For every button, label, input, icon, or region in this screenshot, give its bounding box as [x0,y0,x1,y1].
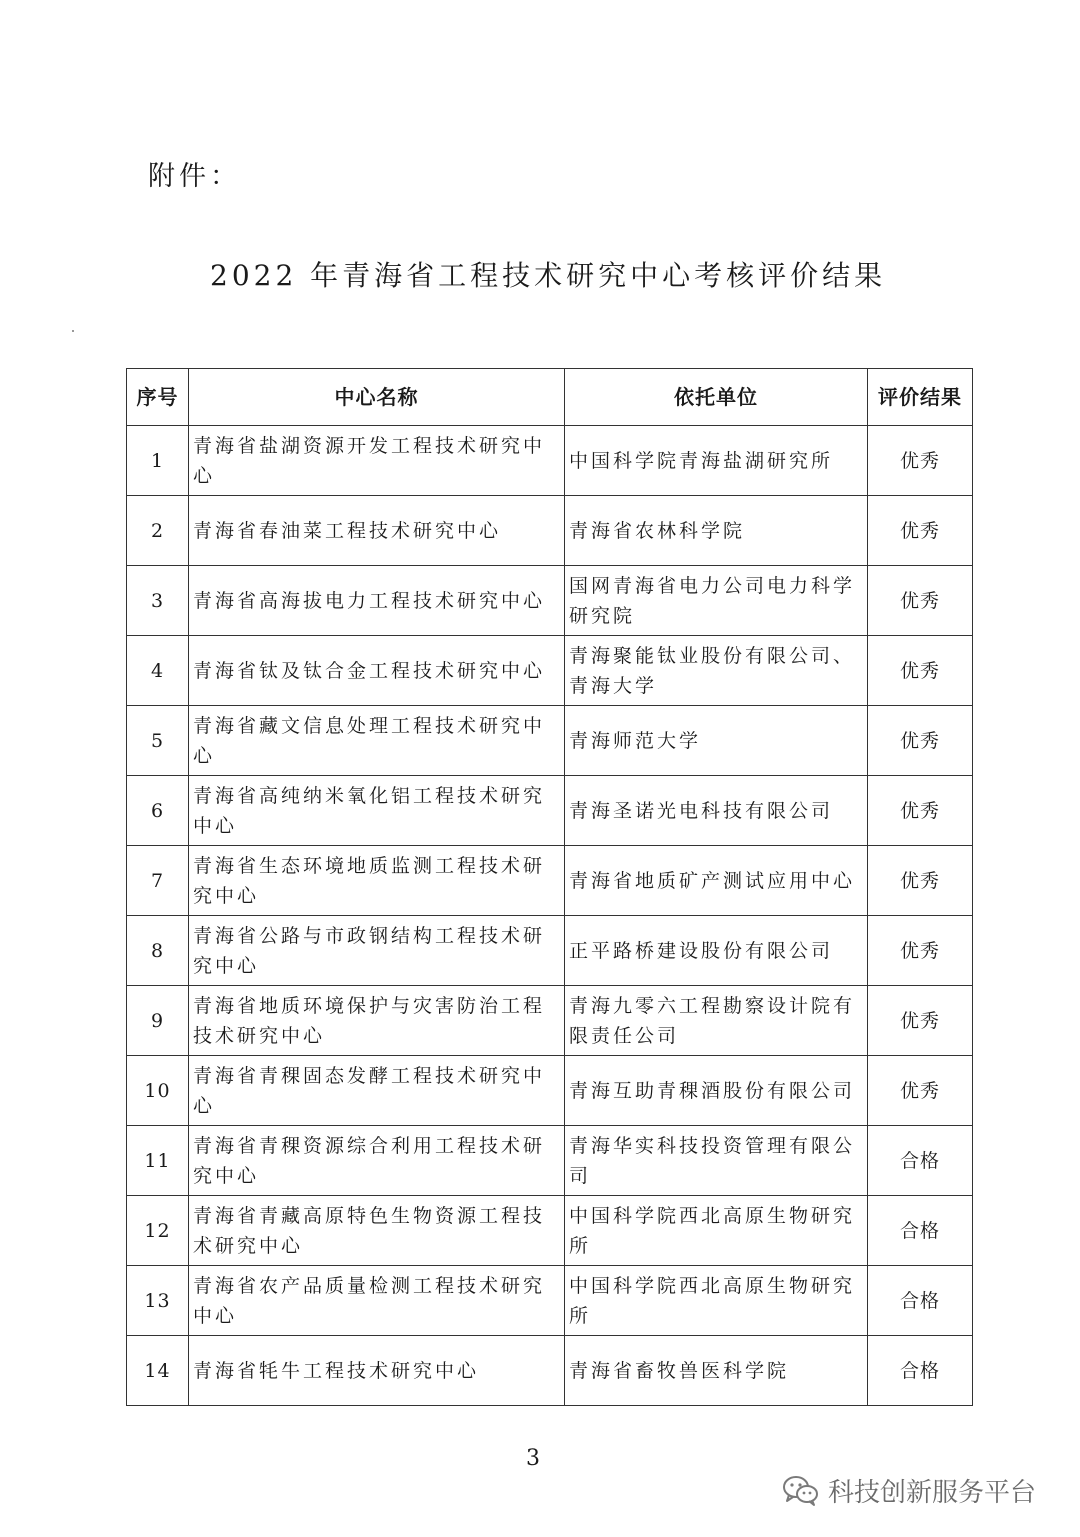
table-row [127,776,973,846]
cell-result: 优秀 [868,426,973,496]
cell-host-unit: 青海师范大学 [565,706,868,776]
table-header-row [127,369,973,426]
results-table [126,368,973,1406]
cell-no: 6 [127,776,189,846]
cell-center-name: 青海省青稞固态发酵工程技术研究中心 [189,1056,565,1126]
cell-host-unit: 青海圣诺光电科技有限公司 [565,776,868,846]
table-row [127,1336,973,1406]
cell-host-unit: 国网青海省电力公司电力科学研究院 [565,566,868,636]
cell-host-unit: 正平路桥建设股份有限公司 [565,916,868,986]
page-number: 3 [526,1446,540,1471]
cell-host-unit: 中国科学院西北高原生物研究所 [565,1196,868,1266]
table-row [127,1266,973,1336]
cell-result: 优秀 [868,496,973,566]
header-no: 序号 [127,369,189,426]
cell-result: 优秀 [868,776,973,846]
table-row [127,1196,973,1266]
cell-no: 1 [127,426,189,496]
cell-no: 9 [127,986,189,1056]
cell-no: 4 [127,636,189,706]
cell-host-unit: 青海省农林科学院 [565,496,868,566]
table-row [127,986,973,1056]
cell-center-name: 青海省生态环境地质监测工程技术研究中心 [189,846,565,916]
attachment-label: 附件： [148,161,241,192]
cell-host-unit: 青海省畜牧兽医科学院 [565,1336,868,1406]
cell-no: 14 [127,1336,189,1406]
cell-result: 优秀 [868,566,973,636]
cell-center-name: 青海省藏文信息处理工程技术研究中心 [189,706,565,776]
table-row [127,426,973,496]
cell-result: 优秀 [868,1056,973,1126]
cell-host-unit: 青海聚能钛业股份有限公司、青海大学 [565,636,868,706]
watermark-text: 科技创新服务平台 [828,1478,1037,1508]
cell-result: 优秀 [868,846,973,916]
cell-center-name: 青海省春油菜工程技术研究中心 [189,496,565,566]
cell-center-name: 青海省高纯纳米氧化铝工程技术研究中心 [189,776,565,846]
cell-center-name: 青海省地质环境保护与灾害防治工程技术研究中心 [189,986,565,1056]
cell-result: 合格 [868,1266,973,1336]
cell-center-name: 青海省盐湖资源开发工程技术研究中心 [189,426,565,496]
document-title: 2022 年青海省工程技术研究中心考核评价结果 [210,259,887,292]
cell-center-name: 青海省公路与市政钢结构工程技术研究中心 [189,916,565,986]
cell-center-name: 青海省农产品质量检测工程技术研究中心 [189,1266,565,1336]
cell-result: 优秀 [868,636,973,706]
header-center-name: 中心名称 [189,369,565,426]
table-row [127,706,973,776]
wechat-icon [782,1475,820,1507]
cell-result: 优秀 [868,986,973,1056]
cell-result: 合格 [868,1336,973,1406]
header-result: 评价结果 [868,369,973,426]
cell-host-unit: 青海华实科技投资管理有限公司 [565,1126,868,1196]
cell-no: 7 [127,846,189,916]
cell-no: 13 [127,1266,189,1336]
table-row [127,496,973,566]
header-host-unit: 依托单位 [565,369,868,426]
cell-no: 8 [127,916,189,986]
cell-center-name: 青海省青稞资源综合利用工程技术研究中心 [189,1126,565,1196]
table-row [127,566,973,636]
cell-no: 2 [127,496,189,566]
cell-no: 10 [127,1056,189,1126]
table-row [127,1056,973,1126]
cell-host-unit: 青海九零六工程勘察设计院有限责任公司 [565,986,868,1056]
cell-no: 12 [127,1196,189,1266]
cell-no: 3 [127,566,189,636]
cell-result: 合格 [868,1196,973,1266]
watermark [782,1472,1036,1509]
cell-no: 11 [127,1126,189,1196]
cell-center-name: 青海省高海拔电力工程技术研究中心 [189,566,565,636]
cell-host-unit: 中国科学院青海盐湖研究所 [565,426,868,496]
cell-host-unit: 青海省地质矿产测试应用中心 [565,846,868,916]
scan-speck [72,330,74,332]
table-row [127,916,973,986]
table-row [127,846,973,916]
cell-center-name: 青海省牦牛工程技术研究中心 [189,1336,565,1406]
cell-center-name: 青海省青藏高原特色生物资源工程技术研究中心 [189,1196,565,1266]
results-table-wrapper [126,368,972,1406]
cell-host-unit: 青海互助青稞酒股份有限公司 [565,1056,868,1126]
table-row [127,1126,973,1196]
cell-result: 优秀 [868,916,973,986]
cell-host-unit: 中国科学院西北高原生物研究所 [565,1266,868,1336]
cell-no: 5 [127,706,189,776]
table-row [127,636,973,706]
cell-center-name: 青海省钛及钛合金工程技术研究中心 [189,636,565,706]
cell-result: 优秀 [868,706,973,776]
cell-result: 合格 [868,1126,973,1196]
